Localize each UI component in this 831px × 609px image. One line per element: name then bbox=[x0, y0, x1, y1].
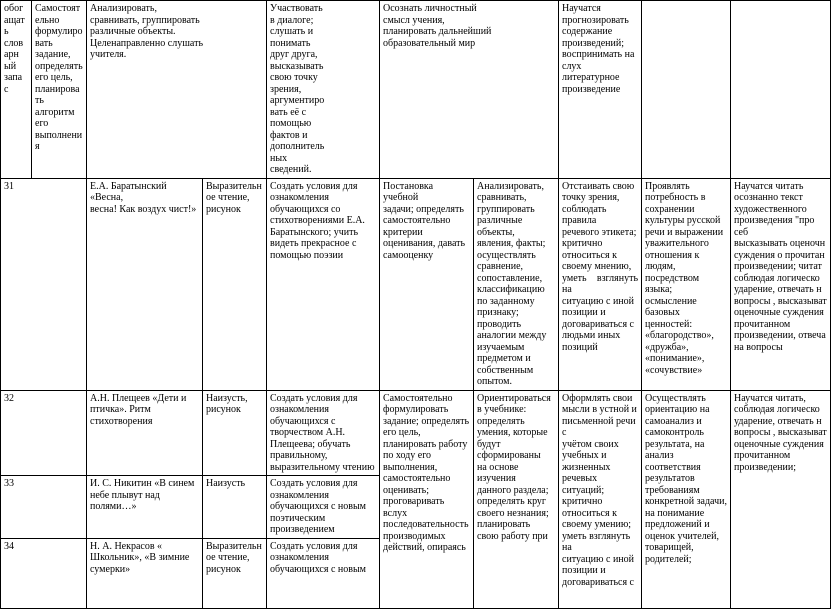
table-cell bbox=[731, 390, 831, 608]
cell-text: Осознать личностный смысл учения, планировать дальнейший образовательный мир bbox=[383, 3, 492, 49]
cell-text: Анализировать, сравнивать, группировать различные объекты. Целенаправленно слушать учителя. bbox=[90, 3, 203, 60]
table-cell bbox=[559, 390, 642, 608]
table-row bbox=[1, 178, 831, 390]
table-cell bbox=[87, 1, 267, 179]
lesson-topic: А.Н. Плещеев «Дети и птичка». Ритм стихотворения bbox=[90, 392, 187, 427]
table-cell bbox=[642, 390, 731, 608]
table-cell bbox=[32, 1, 87, 179]
lesson-topic: Н. А. Некрасов « Школьник», «В зимние сумерки» bbox=[90, 540, 190, 575]
table-row bbox=[1, 1, 831, 179]
lesson-type: Выразительн ое чтение, рисунок bbox=[206, 180, 262, 215]
table-cell bbox=[380, 178, 474, 390]
cell-text: Участвовать в диалоге; слушать и понимать друг друга, высказывать свою точку зрения, аргументиро вать её с помощью фактов и дополнитель ных сведений. bbox=[270, 3, 325, 175]
table-cell bbox=[267, 538, 380, 608]
table-cell bbox=[559, 178, 642, 390]
table-cell bbox=[474, 178, 559, 390]
communicative-uud: Отстаивать свою точку зрения, соблюдать правила речевого этикета; критично относиться к своему мнению, уметь взглянуть на ситуацию с иной позиции и договариваться с людьми иных позиций bbox=[562, 180, 638, 353]
table-cell bbox=[380, 1, 559, 179]
table-cell bbox=[642, 178, 731, 390]
cell-text: Научатся прогнозировать содержание произведений; воспринимать на слух литературное произведение bbox=[562, 3, 635, 95]
table-cell bbox=[1, 476, 87, 539]
lesson-goal: Создать условия для ознакомления обучающихся с новым поэтическим произведением bbox=[270, 478, 367, 535]
table-cell bbox=[267, 476, 380, 539]
lesson-goal: Создать условия для ознакомления обучающихся с новым bbox=[270, 540, 367, 575]
table-cell bbox=[731, 178, 831, 390]
cognitive-uud: Анализировать, сравнивать, группировать различные объекты, явления, факты; осуществлять сравнение, сопоставление, классификацию по заданному признаку; проводить аналогии между изучаемым предметом и собственным опытом. bbox=[477, 180, 547, 387]
cell-text: обог ащат ь слов арн ый запа с bbox=[4, 3, 25, 95]
table-cell bbox=[731, 1, 831, 179]
lesson-number: 32 bbox=[4, 392, 14, 404]
table-cell bbox=[559, 1, 642, 179]
table-row bbox=[1, 390, 831, 476]
regulatory-uud: Постановка учебной задачи; определять самостоятельно критерии оценивания, давать самооценку bbox=[383, 180, 466, 261]
table-cell bbox=[267, 1, 380, 179]
table-cell bbox=[1, 178, 87, 390]
lesson-type: Наизусть bbox=[206, 478, 246, 489]
table-cell bbox=[203, 178, 267, 390]
personal-uud: Осуществлять ориентацию на самоанализ и самоконтроль результата, на анализ соответствия результатов требованиям конкретной задачи, на понимание предложений и оценок учителей, товарищей, родителей; bbox=[645, 392, 727, 565]
lesson-number: 31 bbox=[4, 180, 14, 192]
lesson-type: Выразительн ое чтение, рисунок bbox=[206, 540, 262, 575]
table-cell bbox=[380, 390, 474, 608]
lesson-goal: Создать условия для ознакомления обучающихся с творчеством А.Н. Плещеева; обучать правильному, выразительному чтению bbox=[270, 392, 375, 473]
lesson-topic: И. С. Никитин «В синем небе плывут над полями…» bbox=[90, 478, 195, 512]
table-cell bbox=[87, 178, 203, 390]
communicative-uud: Оформлять свои мысли в устной и письменной речи с учётом своих учебных и жизненных речевых ситуаций; критично относиться к своему умению; уметь взглянуть на ситуацию с иной позиции и договариваться с bbox=[562, 392, 637, 588]
table-cell bbox=[1, 1, 32, 179]
table-cell bbox=[1, 390, 87, 476]
learning-outcomes: Научатся читать осознанно текст художественного произведения "про себ высказывать оценочн суждения о прочитан произведении; читат соблюдая логическо ударение, отвечать н вопросы , высказыват оценочные суждения прочитанном произведении, отвеча на вопросы bbox=[734, 180, 827, 353]
table-cell bbox=[474, 390, 559, 608]
cell-text: Самостоят ельно формулиро вать задание, определять его цель, планирова ть алгоритм его выполнени я bbox=[35, 3, 83, 152]
table-cell bbox=[267, 178, 380, 390]
table-cell bbox=[267, 390, 380, 476]
lesson-number: 33 bbox=[4, 478, 14, 489]
lesson-goal: Создать условия для ознакомления обучающихся со стихотворениями Е.А. Баратынского; учить видеть прекрасное с помощью поэзии bbox=[270, 180, 365, 261]
lesson-number: 34 bbox=[4, 540, 14, 552]
lesson-topic: Е.А. Баратынский «Весна, весна! Как воздух чист!» bbox=[90, 180, 197, 215]
personal-uud: Проявлять потребность в сохранении культуры русской речи и выражении уважительного отношения к людям, посредством языка; осмысление базовых ценностей: «благородство», «дружба», «понимание», «сочувствие» bbox=[645, 180, 724, 376]
table-cell bbox=[87, 538, 203, 608]
table-cell bbox=[203, 390, 267, 476]
lesson-type: Наизусть, рисунок bbox=[206, 392, 248, 415]
table-cell bbox=[1, 538, 87, 608]
cognitive-uud: Ориентироваться в учебнике: определять умения, которые будут сформированы на основе изучения данного раздела; определять круг своего незнания; планировать свою работу при bbox=[477, 392, 551, 542]
table-cell bbox=[203, 476, 267, 539]
learning-outcomes: Научатся читать, соблюдая логическо ударение, отвечать н вопросы , высказыват оценочные суждения прочитанном произведении; bbox=[734, 392, 827, 473]
table-cell bbox=[642, 1, 731, 179]
table-cell bbox=[203, 538, 267, 608]
regulatory-uud: Самостоятельно формулировать задание; определять его цель, планировать работу по ходу его выполнения, самостоятельно оценивать; проговаривать вслух последовательность производимых действий, опираясь bbox=[383, 392, 470, 553]
table-cell bbox=[87, 476, 203, 539]
table-cell bbox=[87, 390, 203, 476]
